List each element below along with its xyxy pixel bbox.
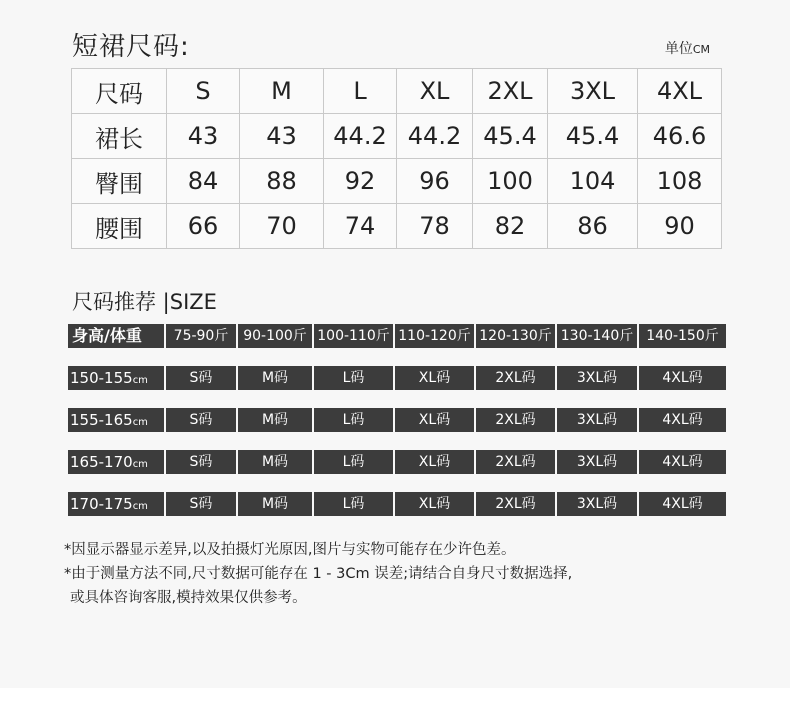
recommend-height-unit: cm [132,375,148,386]
recommend-size: 3XL码 [557,408,639,432]
recommend-row [68,492,726,516]
recommend-size: 4XL码 [639,366,726,390]
recommend-size: L码 [314,366,395,390]
recommend-size: L码 [314,492,395,516]
size-table-rowhead: 裙长 [72,114,167,159]
size-table-cell: 108 [638,159,722,204]
recommend-weight-range: 120-130斤 [476,324,557,348]
recommend-size: L码 [314,450,395,474]
size-table-cell: 45.4 [473,114,548,159]
size-table-cell: S [167,69,240,114]
size-table-cell: 46.6 [638,114,722,159]
size-table-cell: 43 [167,114,240,159]
recommend-row [68,408,726,432]
size-table-cell: 92 [324,159,397,204]
recommend-weight-range: 100-110斤 [314,324,395,348]
size-table-cell: 2XL [473,69,548,114]
recommend-row [68,450,726,474]
size-table-cell: 3XL [548,69,638,114]
size-table-cell: 74 [324,204,397,249]
notes [64,538,572,610]
size-table-cell: 84 [167,159,240,204]
recommend-size: XL码 [395,366,476,390]
size-table-cell: 44.2 [324,114,397,159]
recommend-size: XL码 [395,408,476,432]
recommend-size: S码 [166,366,238,390]
size-table-cell: 45.4 [548,114,638,159]
page-title: 短裙尺码: [72,32,190,62]
recommend-size: 3XL码 [557,366,639,390]
size-table-cell: M [240,69,324,114]
size-table-cell: L [324,69,397,114]
recommend-size: 2XL码 [476,450,557,474]
recommend-header-row [68,324,726,348]
size-table-rowhead: 腰围 [72,204,167,249]
unit-text: 单位 [664,41,693,57]
recommend-size: 2XL码 [476,366,557,390]
size-table-cell: 88 [240,159,324,204]
recommend-title: 尺码推荐 |SIZE [72,290,217,314]
size-table-cell: XL [397,69,473,114]
recommend-size: M码 [238,450,314,474]
note-2: *由于测量方法不同,尺寸数据可能存在 1 - 3Cm 误差;请结合自身尺寸数据选择, [64,566,573,582]
recommend-size: 3XL码 [557,450,639,474]
size-table-cell: 96 [397,159,473,204]
recommend-height-unit: cm [132,501,148,512]
recommend-header-label: 身高/体重 [68,324,166,348]
recommend-height [68,408,166,432]
recommend-size: XL码 [395,492,476,516]
recommend-size: 2XL码 [476,408,557,432]
size-table-cell: 82 [473,204,548,249]
recommend-height-unit: cm [132,417,148,428]
recommend-weight-range: 75-90斤 [166,324,238,348]
recommend-height-value: 150-155 [70,369,133,387]
recommend-size: M码 [238,366,314,390]
recommend-height-unit: cm [132,459,148,470]
note-1: *因显示器显示差异,以及拍摄灯光原因,图片与实物可能存在少许色差。 [64,542,516,558]
recommend-weight-range: 90-100斤 [238,324,314,348]
unit-suffix: CM [692,43,710,56]
size-table-cell: 66 [167,204,240,249]
recommend-size: S码 [166,408,238,432]
recommend-size: L码 [314,408,395,432]
size-table-row [72,114,722,159]
recommend-weight-range: 110-120斤 [395,324,476,348]
size-table-cell: 104 [548,159,638,204]
recommend-size: XL码 [395,450,476,474]
size-table-rowhead: 尺码 [72,69,167,114]
size-table-cell: 70 [240,204,324,249]
recommend-size: 4XL码 [639,492,726,516]
recommend-weight-range: 130-140斤 [557,324,639,348]
size-table-row [72,204,722,249]
recommend-weight-range: 140-150斤 [639,324,726,348]
recommend-height-value: 165-170 [70,453,133,471]
bottom-band [0,688,790,710]
recommend-height [68,492,166,516]
size-table-cell: 43 [240,114,324,159]
recommend-height-value: 155-165 [70,411,133,429]
recommend-size: 4XL码 [639,450,726,474]
note-3: 或具体咨询客服,模持效果仅供参考。 [70,590,307,606]
size-table-header [72,69,722,114]
size-table-cell: 44.2 [397,114,473,159]
recommend-row [68,366,726,390]
size-table-cell: 86 [548,204,638,249]
recommend-size: 2XL码 [476,492,557,516]
size-table-cell: 78 [397,204,473,249]
size-table-cell: 90 [638,204,722,249]
recommend-height-value: 170-175 [70,495,133,513]
recommend-height [68,366,166,390]
recommend-size: S码 [166,450,238,474]
size-table-cell: 4XL [638,69,722,114]
unit-label [665,38,710,58]
size-table [71,68,722,249]
recommend-size: 3XL码 [557,492,639,516]
size-table-row [72,159,722,204]
recommend-size: M码 [238,408,314,432]
size-table-cell: 100 [473,159,548,204]
size-table-rowhead: 臀围 [72,159,167,204]
recommend-size: 4XL码 [639,408,726,432]
recommend-size: M码 [238,492,314,516]
recommend-size: S码 [166,492,238,516]
recommend-height [68,450,166,474]
